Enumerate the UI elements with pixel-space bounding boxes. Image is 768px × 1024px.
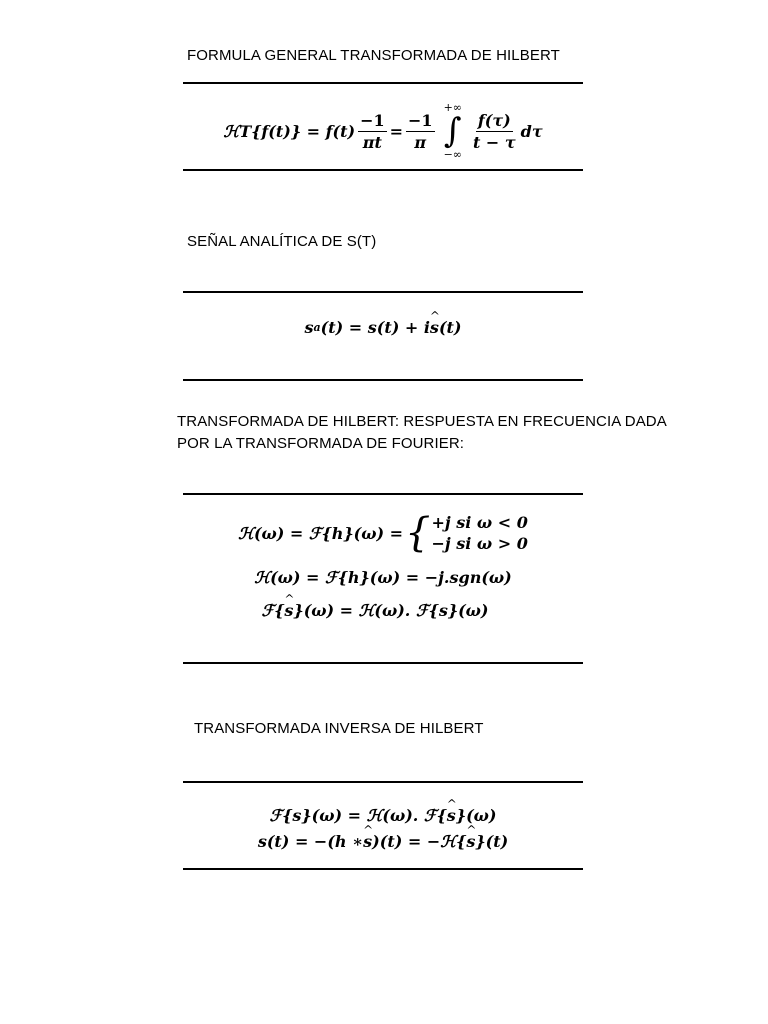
integral-upper-limit: +∞ [443, 101, 462, 114]
formula-part: }(ω) = ℋ(ω). ℱ{s}(ω) [293, 600, 489, 620]
piecewise [405, 512, 528, 554]
divider [183, 82, 583, 84]
fraction-denominator: πt [362, 132, 382, 152]
divider [183, 291, 583, 293]
cases [431, 512, 527, 554]
formula-part: ℱ{ [261, 600, 285, 620]
divider [183, 662, 583, 664]
heading-frequency-response [177, 411, 667, 455]
formula-frequency-response [183, 510, 583, 556]
formula-sgn [183, 564, 583, 590]
integral [444, 101, 462, 161]
case-line: +j si ω < 0 [431, 513, 528, 532]
fraction-3 [471, 111, 518, 152]
divider [183, 781, 583, 783]
formula-inverse-hilbert [183, 828, 583, 854]
subscript: a [313, 320, 321, 334]
formula-lhs: ℋ(ω) = ℱ{h}(ω) = [238, 523, 404, 543]
formula-part: (t) [438, 317, 462, 337]
formula-part: s [304, 317, 314, 337]
formula-fourier-product [175, 597, 575, 623]
fraction-numerator: f(τ) [477, 110, 511, 130]
fraction-2 [406, 111, 435, 152]
integral-lower-limit: −∞ [443, 148, 462, 161]
formula-line: ℋ(ω) = ℱ{h}(ω) = −j.sgn(ω) [254, 567, 512, 587]
hat-symbol: ^ s [447, 806, 456, 825]
formula-part: (t) = s(t) + i [320, 317, 430, 337]
divider [183, 493, 583, 495]
divider [183, 379, 583, 381]
heading-inverse-hilbert: TRANSFORMADA INVERSA DE HILBERT [194, 720, 484, 737]
formula-hilbert-general [183, 96, 583, 166]
equals-sign: = [389, 121, 404, 141]
formula-inverse-fourier [183, 802, 583, 828]
hat-symbol: ^ s [363, 832, 372, 851]
fraction-numerator: −1 [360, 110, 385, 130]
integral-sign-icon: ∫ [443, 111, 462, 151]
fraction-denominator: t − τ [472, 132, 516, 152]
divider [183, 169, 583, 171]
heading-analytic-signal: SEÑAL ANALÍTICA DE S(T) [187, 233, 377, 250]
heading-hilbert-general: FORMULA GENERAL TRANSFORMADA DE HILBERT [187, 47, 560, 64]
formula-part: }(t) [475, 831, 509, 851]
fraction-numerator: −1 [408, 110, 433, 130]
formula-part: )(t) = −ℋ{ [372, 831, 467, 851]
hat-symbol: ^ s [466, 832, 475, 851]
formula-analytic-signal [183, 312, 583, 342]
case-line: −j si ω > 0 [431, 534, 528, 553]
left-brace-icon: { [405, 510, 431, 556]
hat-symbol: ^ s [284, 601, 293, 620]
heading-line: TRANSFORMADA DE HILBERT: RESPUESTA EN FRECUENCIA DADA [177, 413, 667, 430]
formula-part: ℱ{s}(ω) = ℋ(ω). ℱ{ [269, 805, 447, 825]
divider [183, 868, 583, 870]
hat-symbol: ^ s [430, 318, 439, 337]
differential: dτ [520, 121, 543, 141]
formula-part: }(ω) [455, 805, 497, 825]
formula-part: s(t) = −(h ∗ [257, 831, 364, 851]
fraction-1 [358, 111, 387, 152]
formula-lhs: ℋT{f(t)} = f(t) [223, 121, 356, 141]
heading-line: POR LA TRANSFORMADA DE FOURIER: [177, 435, 465, 452]
fraction-denominator: π [414, 132, 427, 152]
